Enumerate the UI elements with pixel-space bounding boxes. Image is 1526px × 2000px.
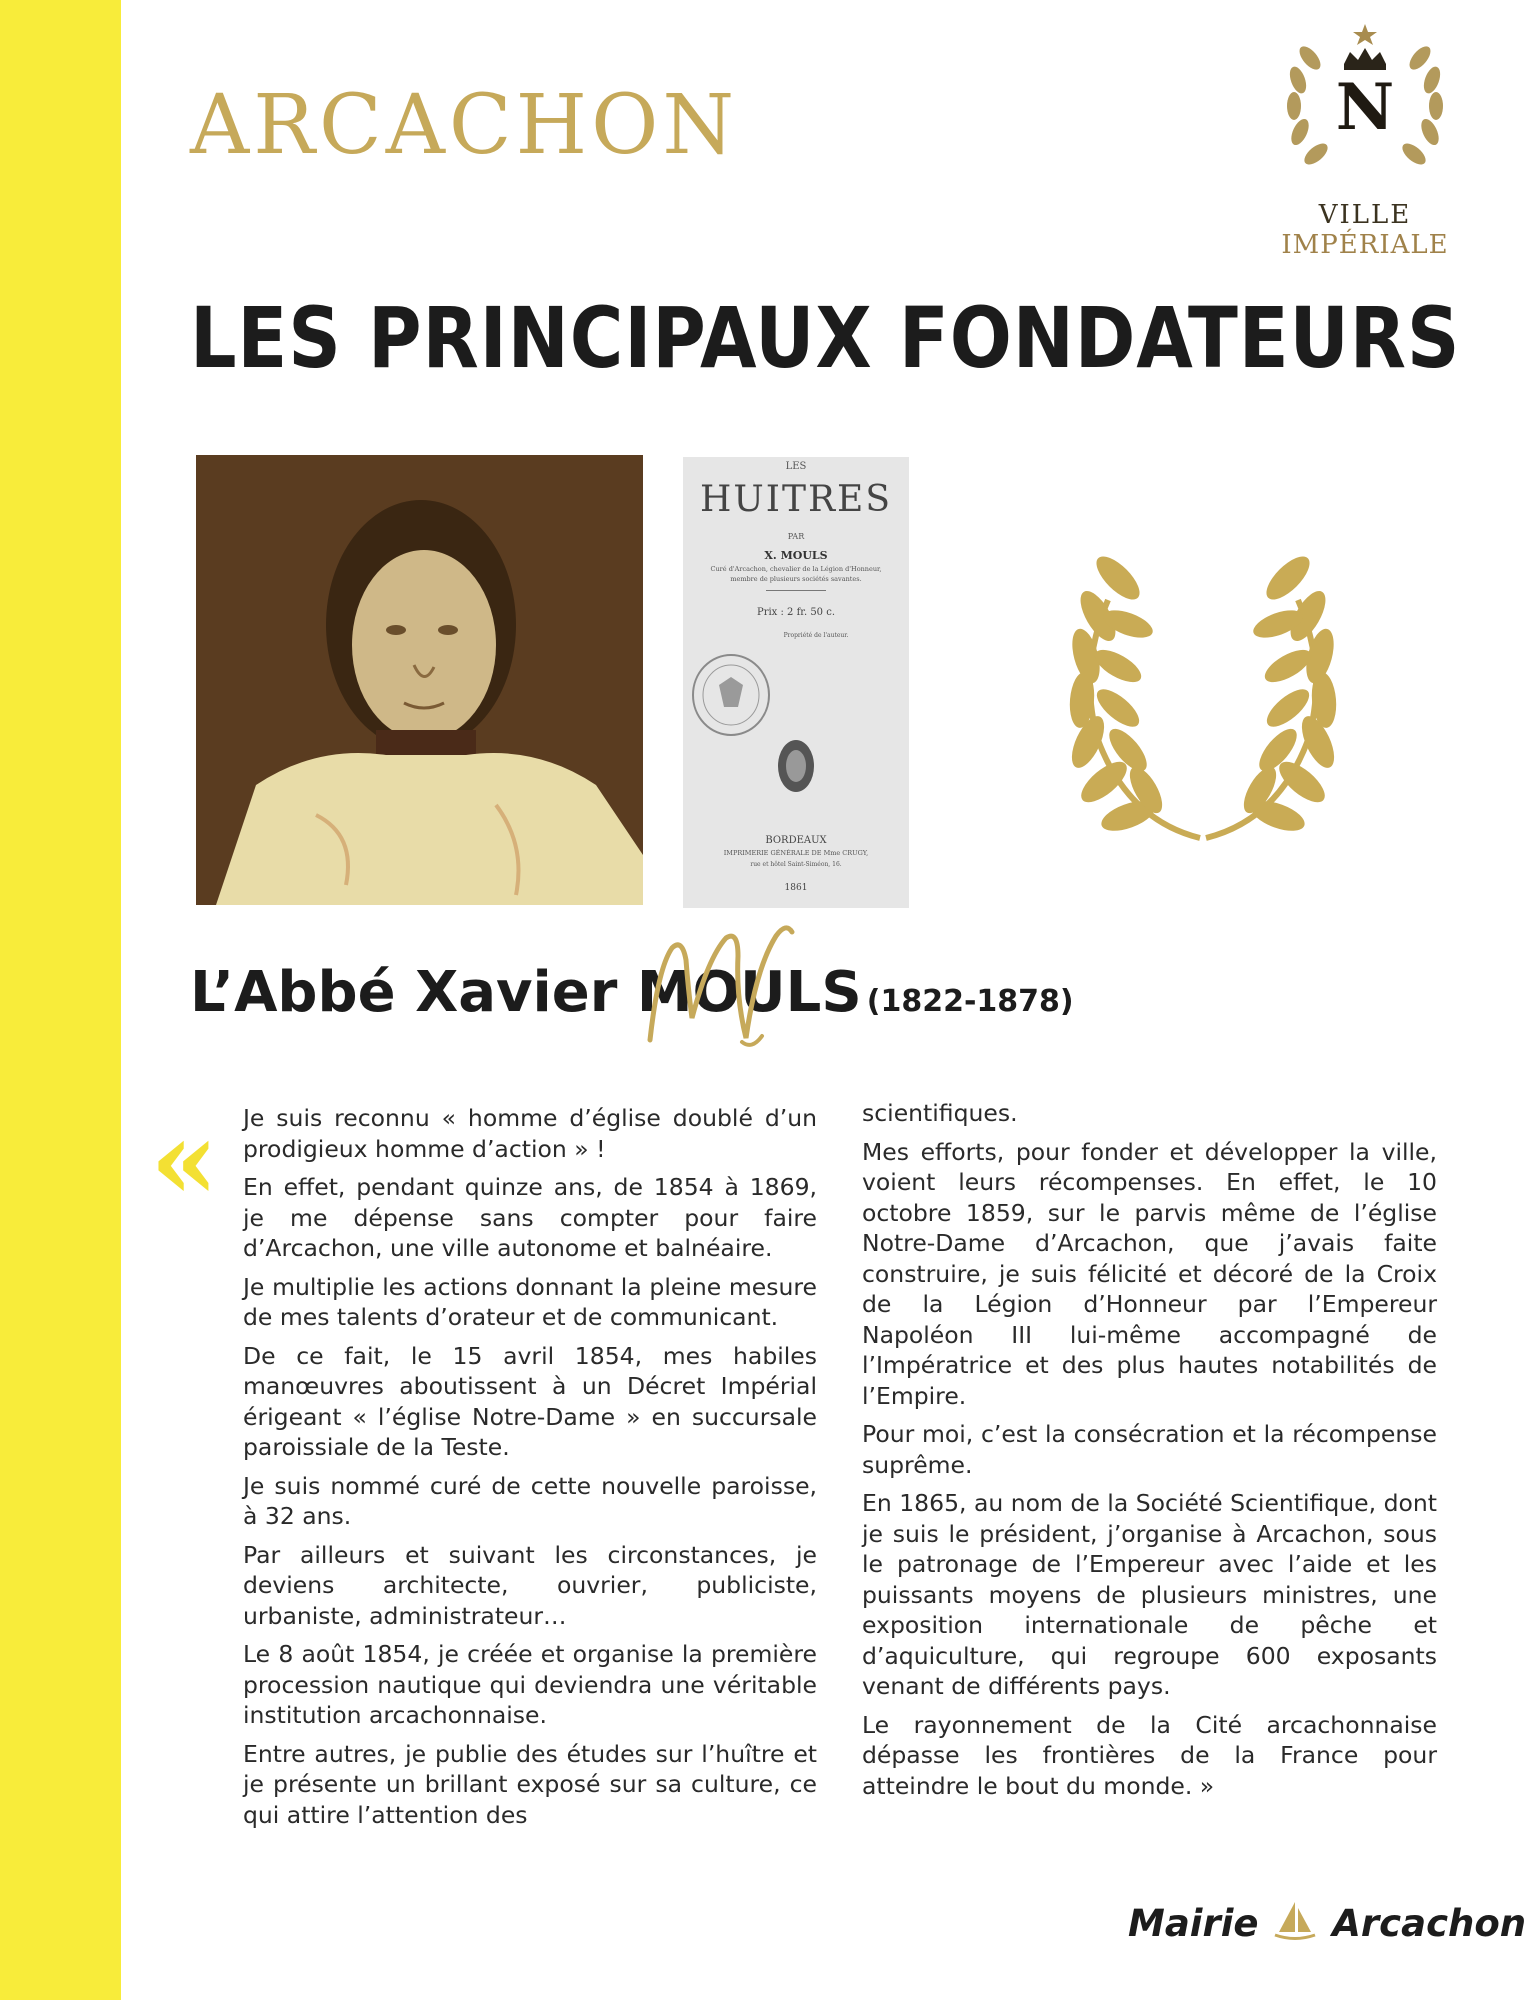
paragraph: Entre autres, je publie des études sur l’huître et je présente un brillant exposé sur sa culture, ce qui attire l’attention des [243, 1739, 817, 1829]
paragraph: De ce fait, le 15 avril 1854, mes habiles manœuvres aboutissent à un Décret Impérial érigeant « l’église Notre-Dame » en succursale paroissiale de la Teste. [243, 1341, 817, 1461]
book-rights: Propriété de l'auteur. [783, 632, 849, 639]
founder-dates: (1822-1878) [866, 984, 1074, 1019]
paragraph: Le 8 août 1854, je créée et organise la première procession nautique qui deviendra une véritable institution arcachonnaise. [243, 1640, 817, 1729]
library-stamp-icon [686, 647, 776, 743]
paragraph: Par ailleurs et suivant les circonstances, je deviens architecte, ouvrier, publiciste, urbaniste, administrateur… [243, 1540, 817, 1630]
book-price: Prix : 2 fr. 50 c. [756, 607, 836, 618]
paragraph: Pour moi, c’est la consécration et la récompense suprême. [862, 1420, 1437, 1479]
yellow-side-bar [0, 0, 121, 2000]
page-heading: LES PRINCIPAUX FONDATEURS [190, 289, 1461, 387]
emblem-imperiale-label: IMPÉRIALE [1281, 230, 1449, 260]
paragraph: Mes efforts, pour fonder et développer la ville, voient leurs récompenses. En effet, le 10 octobre 1859, sur le parvis même de l’église Notre-Dame d’Arcachon, que j’avais faite construire, je suis félicité et décoré de la Croix de la Légion d’Honneur par l’Empereur Napoléon III lui-même accompagné de l’Impératrice et des plus hautes notabilités de l’Empire. [862, 1137, 1437, 1410]
paragraph: En effet, pendant quinze ans, de 1854 à 1869, je me dépense sans compter pour faire d’Arcachon, une ville autonome et balnéaire. [243, 1173, 817, 1262]
paragraph: En 1865, au nom de la Société Scientifique, dont je suis le président, j’organise à Arcachon, sous le patronage de l’Empereur avec l’aide et les puissants moyens de plusieurs ministres, une exposition internationale de pêche et d’aquiculture, qui regroupe 600 exposants venant de différents pays. [862, 1489, 1437, 1700]
portrait-photo [196, 455, 643, 905]
book-printer: IMPRIMERIE GÉNÉRALE DE Mme CRUGY, [723, 849, 869, 857]
brand-title: ARCACHON [190, 78, 739, 173]
paragraph: Le rayonnement de la Cité arcachonnaise dépasse les frontières de la France pour atteindre le bout du monde. » [862, 1710, 1437, 1800]
m-monogram-flourish-icon [630, 908, 800, 1058]
book-city: BORDEAUX [765, 835, 827, 846]
emblem-letter: N [1335, 70, 1395, 145]
book-author: X. MOULS [764, 549, 828, 562]
book-title: HUITRES [699, 479, 892, 520]
book-by-label: PAR [787, 532, 805, 541]
printer-mark-icon [771, 735, 821, 797]
quote-right-column [862, 1098, 1437, 1809]
book-top-label: LES [785, 461, 807, 472]
paragraph: Je suis nommé curé de cette nouvelle paroisse, à 32 ans. [243, 1471, 817, 1530]
book-subtitle-2: membre de plusieurs sociétés savantes. [730, 575, 862, 583]
book-rule [766, 590, 826, 591]
footer-arcachon: Arcachon [1332, 1902, 1526, 1945]
laurel-wreath-icon [1068, 520, 1338, 850]
paragraph: scientifiques. [862, 1099, 1018, 1127]
ville-imperiale-emblem [1270, 18, 1460, 260]
emblem-ville-label: VILLE [1318, 200, 1412, 230]
paragraph: Je suis reconnu « homme d’église doublé d’un prodigieux homme d’action » ! [243, 1104, 817, 1163]
book-cover-huitres [683, 457, 909, 908]
quote-left-column [243, 1103, 817, 1838]
sailboat-icon [1271, 1898, 1319, 1942]
footer-mairie: Mairie [1128, 1902, 1259, 1945]
portrait-figure-graphic [196, 455, 643, 905]
opening-quote-mark: « [150, 1095, 219, 1224]
mairie-arcachon-logo [1128, 1898, 1526, 1945]
book-address: rue et hôtel Saint-Siméon, 16. [750, 861, 842, 868]
paragraph: Je multiplie les actions donnant la pleine mesure de mes talents d’orateur et de communicant. [243, 1272, 817, 1331]
book-year: 1861 [784, 883, 808, 893]
book-subtitle-1: Curé d'Arcachon, chevalier de la Légion d'Honneur, [710, 565, 882, 573]
founder-name: L’Abbé Xavier MOULS [190, 960, 862, 1025]
